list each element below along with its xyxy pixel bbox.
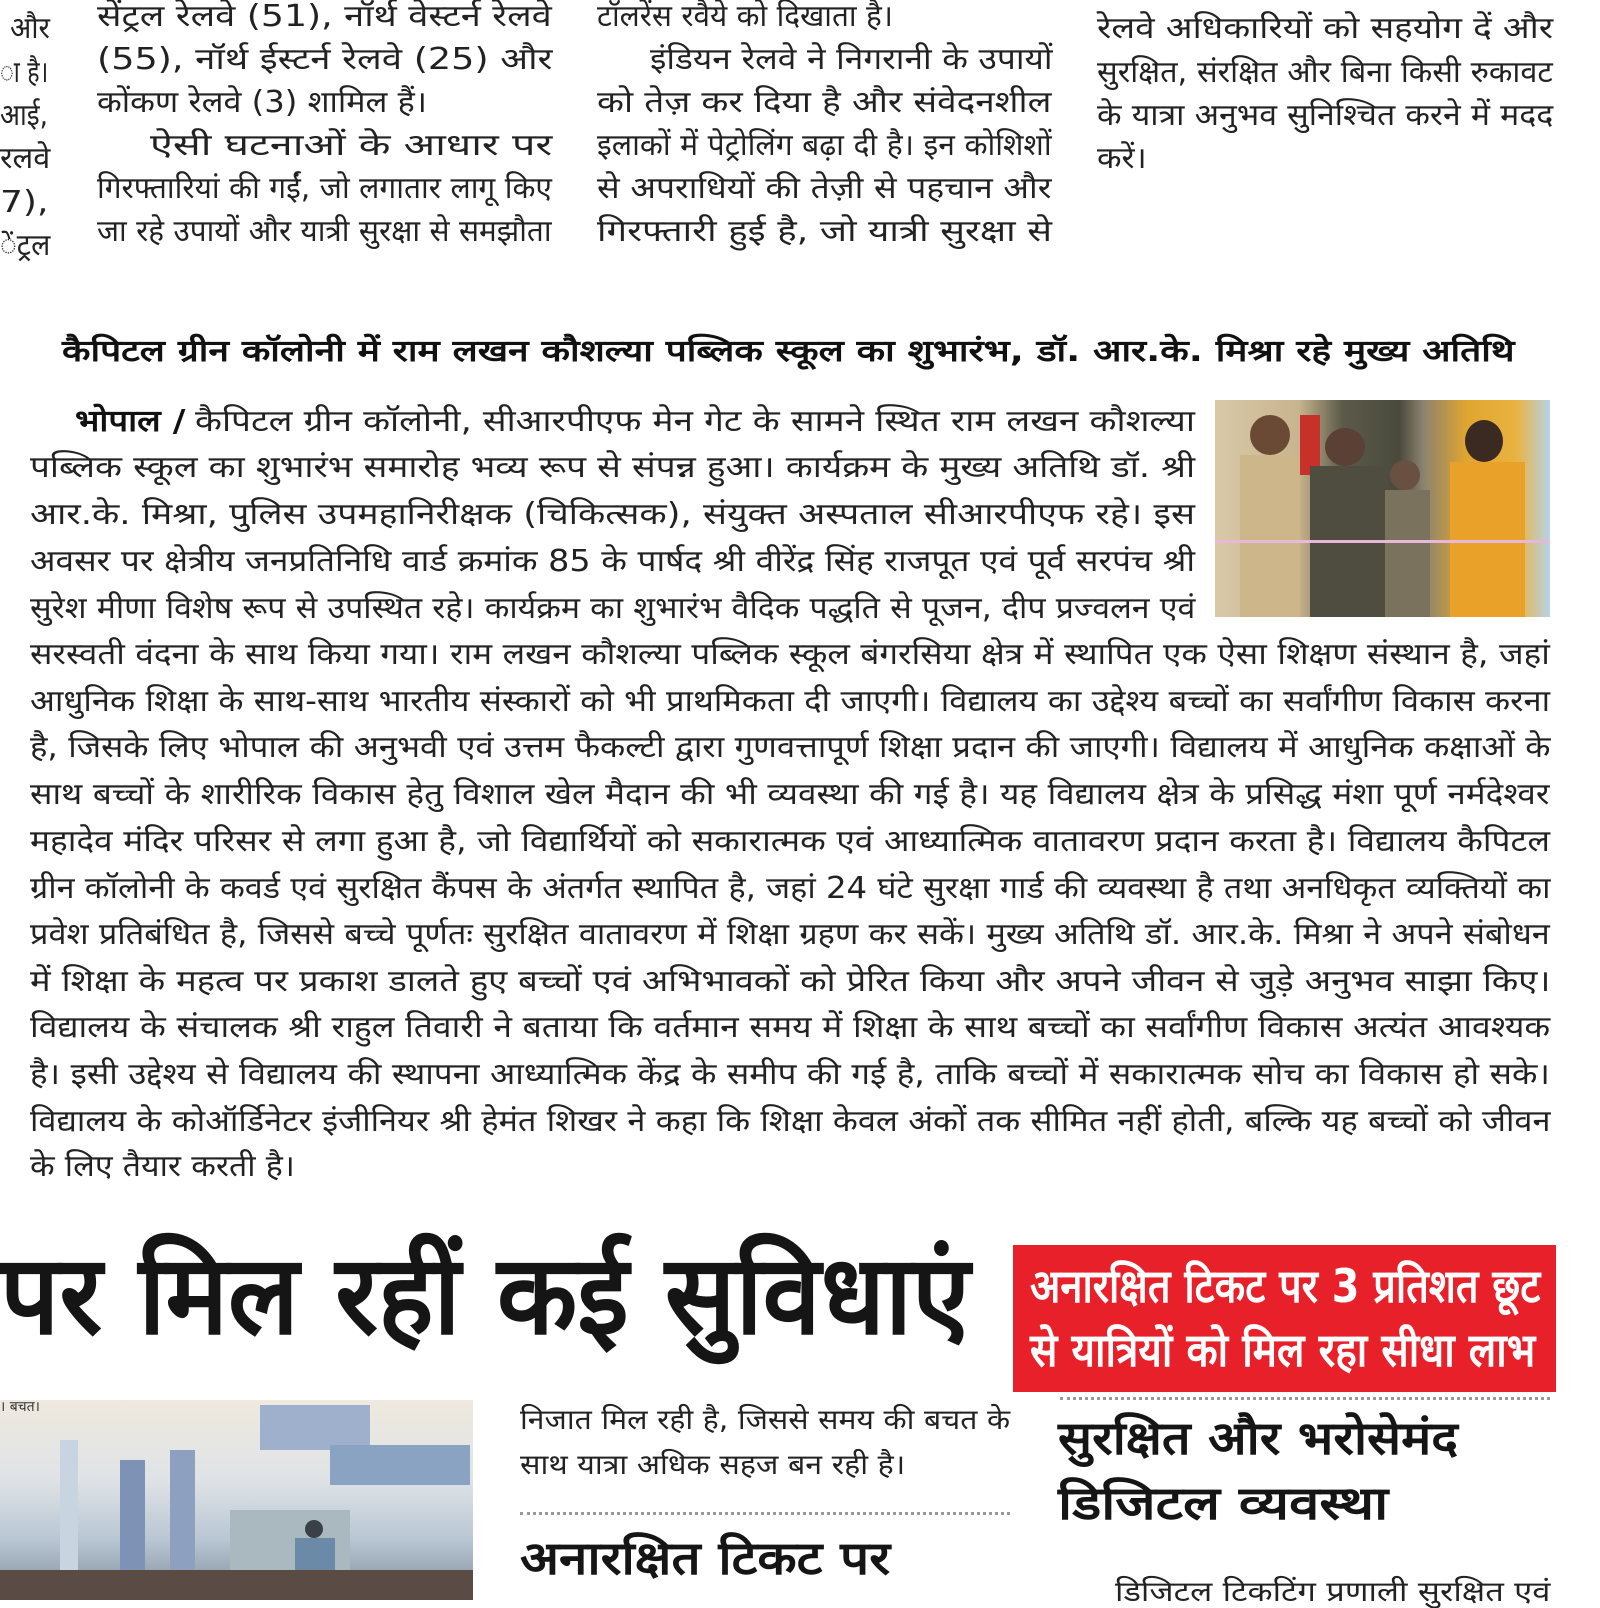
divider: [520, 1512, 1010, 1515]
article-line: प्रवेश प्रतिबंधित है, जिससे बच्चे पूर्णतः सुरक्षित वातावरण में शिक्षा ग्रहण कर सकें। मुख्य अतिथि डॉ. आर.के. मिश्रा ने अपने संबोधन: [30, 917, 1550, 952]
article-headline: कैपिटल ग्रीन कॉलोनी में राम लखन कौशल्या पब्लिक स्कूल का शुभारंभ, डॉ. आर.के. मिश्रा रहे मुख्य अतिथि: [62, 334, 1515, 369]
article-line: सरस्वती वंदना के साथ किया गया। राम लखन कौशल्या पब्लिक स्कूल बंगरसिया क्षेत्र में स्थापित एक ऐसा शिक्षण संस्थान है, जहां: [30, 637, 1550, 672]
divider: [1060, 1397, 1550, 1400]
middle-text-line: निजात मिल रही है, जिससे समय की बचत के: [520, 1403, 1011, 1436]
right-subhead: डिजिटल व्यवस्था: [1058, 1476, 1389, 1530]
partial-col-line: और: [10, 11, 50, 46]
article-line: अवसर पर क्षेत्रीय जनप्रतिनिधि वार्ड क्रमांक 85 के पार्षद श्री वीरेंद्र सिंह राजपूत एवं पूर्व सरपंच श्री: [30, 544, 1196, 579]
right-subhead: सुरक्षित और भरोसेमंद: [1058, 1411, 1459, 1465]
station-photo: [0, 1400, 473, 1600]
column2-line: सेंट्रल रेलवे (51), नॉर्थ वेस्टर्न रेलवे: [97, 0, 552, 34]
red-box-line: से यात्रियों को मिल रहा सीधा लाभ: [1030, 1323, 1536, 1377]
article-line: आर.के. मिश्रा, पुलिस उपमहानिरीक्षक (चिकित्सक), संयुक्त अस्पताल सीआरपीएफ रहे। इस: [30, 497, 1195, 532]
column4-line: सुरक्षित, संरक्षित और बिना किसी रुकावट: [1097, 55, 1553, 90]
partial-col-line: आई,: [0, 98, 48, 133]
column3-line: टॉलरेंस रवैये को दिखाता है।: [597, 0, 894, 34]
column4-line: रेलवे अधिकारियों को सहयोग दें और: [1097, 11, 1554, 46]
article-line: पब्लिक स्कूल का शुभारंभ समारोह भव्य रूप से संपन्न हुआ। कार्यक्रम के मुख्य अतिथि डॉ. श्री: [30, 450, 1196, 485]
column4-line: करें।: [1097, 141, 1147, 176]
red-box-line: अनारक्षित टिकट पर 3 प्रतिशत छूट: [1030, 1259, 1541, 1313]
column4-line: के यात्रा अनुभव सुनिश्चित करने में मदद: [1097, 98, 1554, 133]
column3-line: से अपराधियों की तेज़ी से पहचान और: [597, 171, 1052, 206]
article-line: कैपिटल ग्रीन कॉलोनी, सीआरपीएफ मेन गेट के सामने स्थित राम लखन कौशल्या: [195, 404, 1195, 439]
partial-col-line: रलवे: [0, 141, 51, 176]
right-text-partial: डिजिटल टिकटिंग प्रणाली सुरक्षित एवं: [1115, 1575, 1551, 1608]
article-line: के लिए तैयार करती है।: [30, 1149, 295, 1184]
article-line: महादेव मंदिर परिसर से लगा हुआ है, जो विद्यार्थियों को सकारात्मक एवं आध्यात्मिक वातावरण प्रदान करता है। विद्यालय कैपिटल: [30, 824, 1550, 859]
article-line: विद्यालय के कोऑर्डिनेटर इंजीनियर श्री हेमंत शिखर ने कहा कि शिक्षा केवल अंकों तक सीमित नहीं होती, बल्कि यह बच्चों को जीवन: [30, 1104, 1551, 1139]
column2-line: जा रहे उपायों और यात्री सुरक्षा से समझौता: [97, 214, 552, 249]
article-line: आधुनिक शिक्षा के साथ-साथ भारतीय संस्कारों को भी प्राथमिकता दी जाएगी। विद्यालय का उद्देश्य बच्चों का सर्वांगीण विकास करना: [30, 684, 1551, 719]
article-line: ग्रीन कॉलोनी के कवर्ड एवं सुरक्षित कैंपस के अंतर्गत स्थापित है, जहां 24 घंटे सुरक्षा गार्ड की व्यवस्था है तथा अनधिकृत व्यक्तियों का: [30, 871, 1551, 906]
dateline: भोपाल /: [75, 404, 186, 439]
main-headline: पर मिल रहीं कई सुविधाएं: [0, 1231, 970, 1359]
red-highlight-box: [1013, 1245, 1556, 1392]
article-line: सुरेश मीणा विशेष रूप से उपस्थित रहे। कार्यक्रम का शुभारंभ वैदिक पद्धति से पूजन, दीप प्रज्वलन एवं: [30, 591, 1196, 626]
article-line: में शिक्षा के महत्व पर प्रकाश डालते हुए बच्चों एवं अभिभावकों को प्रेरित किया और अपने जीवन से जुड़े अनुभव साझा किए।: [30, 964, 1551, 999]
column3-line: इंडियन रेलवे ने निगरानी के उपायों: [650, 42, 1053, 77]
article-line: विद्यालय के संचालक श्री राहुल तिवारी ने बताया कि वर्तमान समय में शिक्षा के साथ बच्चों का सर्वांगीण विकास अत्यंत आवश्यक: [30, 1010, 1551, 1045]
article-line: साथ बच्चों के शारीरिक विकास हेतु विशाल खेल मैदान की भी व्यवस्था की गई है। यह विद्यालय क्षेत्र के प्रसिद्ध मंशा पूर्ण नर्मदेश्वर: [30, 777, 1550, 812]
column3-line: इलाकों में पेट्रोलिंग बढ़ा दी है। इन कोशिशों: [597, 128, 1052, 163]
column3-line: गिरफ्तारी हुई है, जो यात्री सुरक्षा से: [597, 214, 1052, 249]
column3-line: को तेज़ कर दिया है और संवेदनशील: [597, 85, 1052, 120]
event-photo: [1215, 400, 1550, 617]
middle-subhead: अनारक्षित टिकट पर: [520, 1531, 891, 1585]
article-line: है, जिसके लिए भोपाल की अनुभवी एवं उत्तम फैकल्टी द्वारा गुणवत्तापूर्ण शिक्षा प्रदान की जाएगी। विद्यालय में आधुनिक कक्षाओं के: [30, 730, 1551, 765]
column2-line: (55), नॉर्थ ईस्टर्न रेलवे (25) और: [97, 42, 553, 77]
column2-line: ऐसी घटनाओं के आधार पर: [150, 128, 553, 163]
article-line: है। इसी उद्देश्य से विद्यालय की स्थापना आध्यात्मिक केंद्र के समीप की गई है, ताकि बच्चों में सकारात्मक सोच का विकास हो सके।: [30, 1057, 1550, 1092]
partial-col-line: ा है।: [0, 55, 49, 90]
column2-line: कोंकण रेलवे (3) शामिल हैं।: [97, 85, 427, 120]
middle-text-line: साथ यात्रा अधिक सहज बन रही है।: [520, 1448, 906, 1481]
partial-col-line: ेंट्रल: [0, 228, 51, 263]
column2-line: गिरफ्तारियां की गईं, जो लगातार लागू किए: [97, 171, 552, 206]
photo-caption: । बचत।: [0, 1400, 40, 1415]
partial-col-line: 7),: [0, 185, 49, 220]
